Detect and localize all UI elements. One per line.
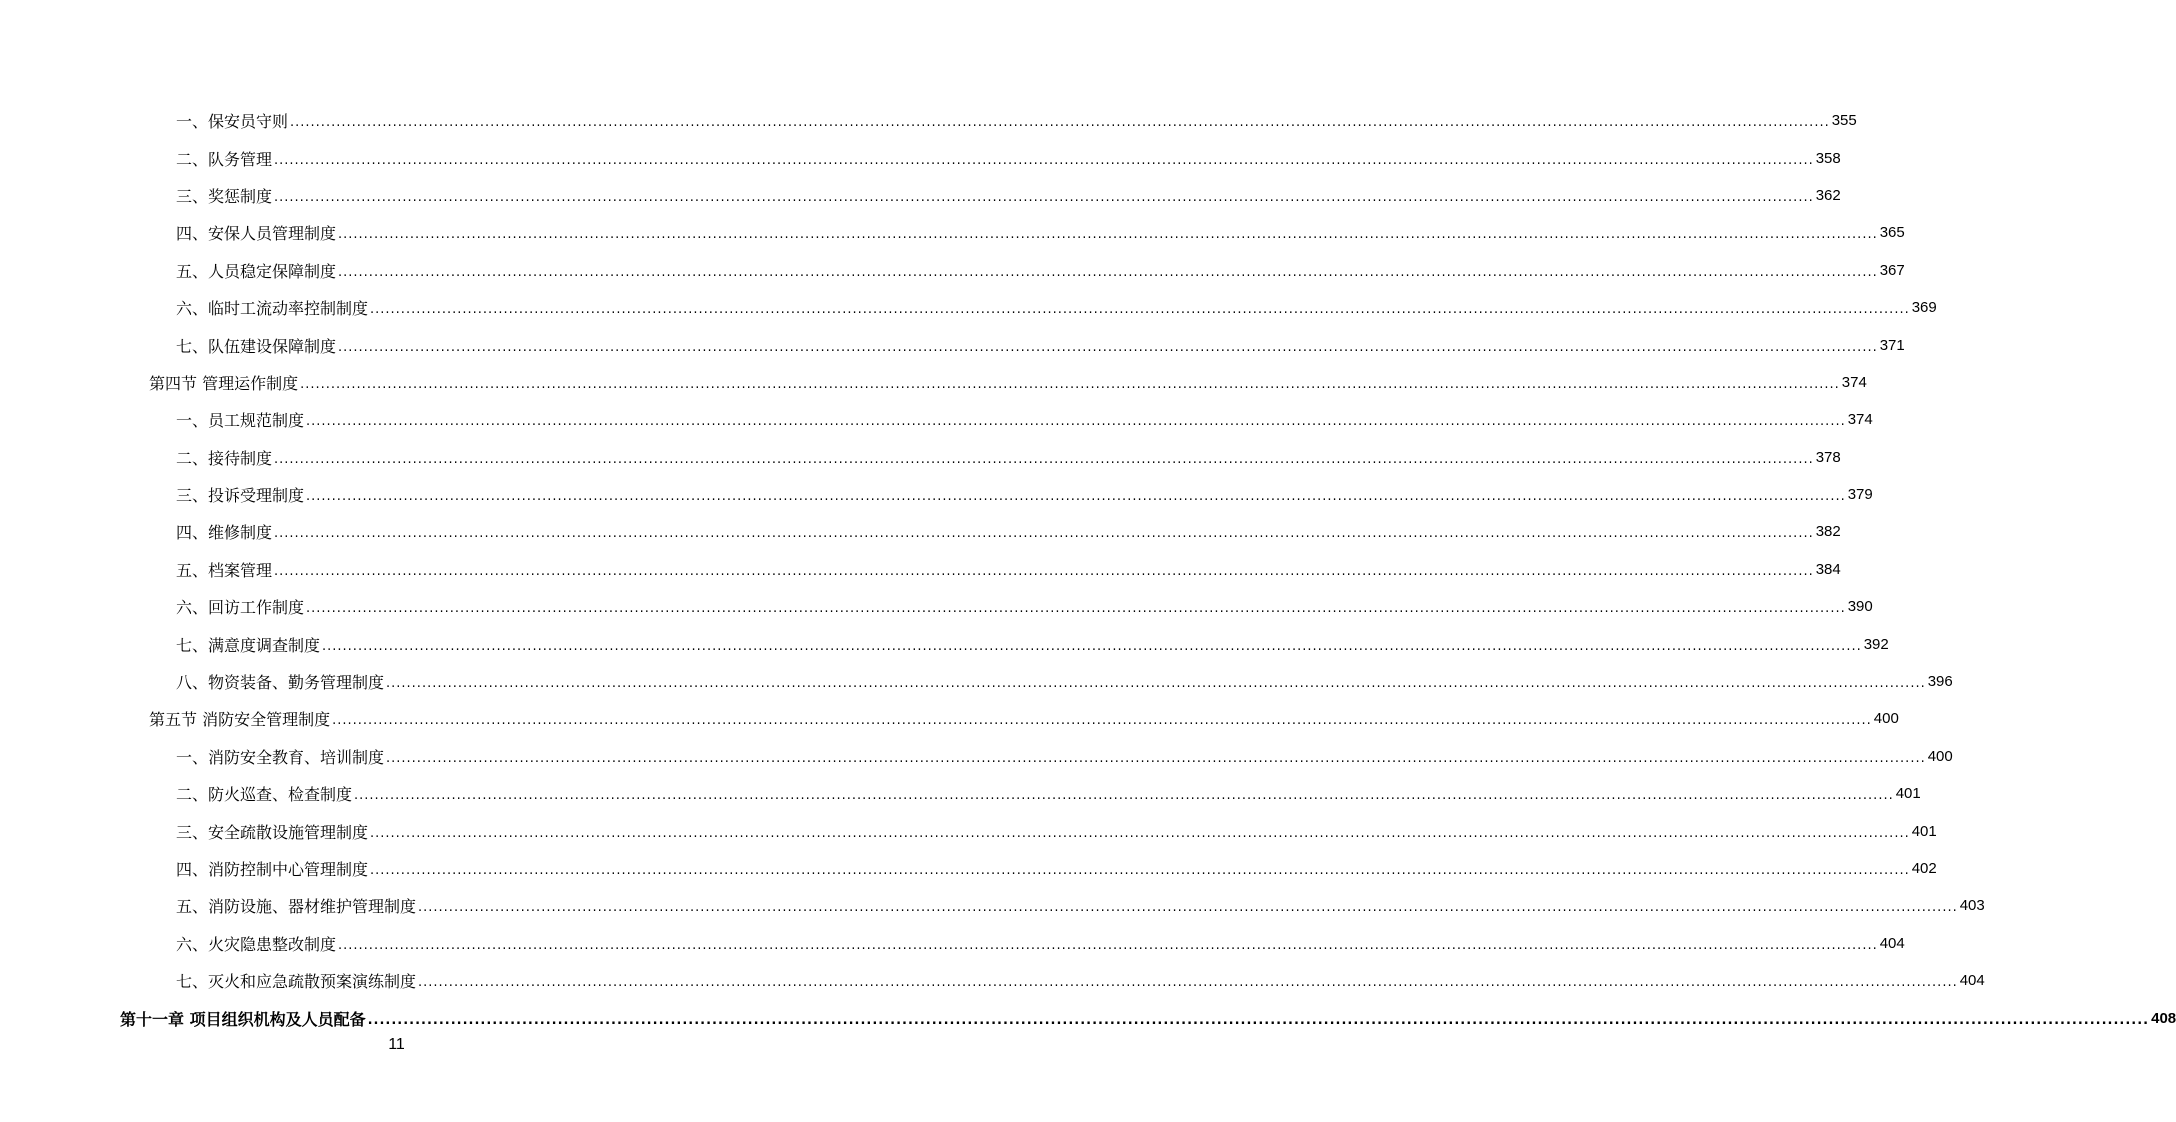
toc-entry-page: 371 xyxy=(1879,336,1905,354)
toc-entry-page: 367 xyxy=(1879,261,1905,279)
toc-entry-title: 二、防火巡查、检查制度 xyxy=(176,785,353,805)
dot-leader: ............................................................................................................................................................................................................................................................................................................ xyxy=(300,376,1840,392)
toc-entry-title: 二、接待制度 xyxy=(176,448,273,468)
toc-entry-page: 401 xyxy=(1895,785,1921,803)
toc-entry-page: 374 xyxy=(1841,373,1867,391)
toc-entry-title: 一、员工规范制度 xyxy=(176,411,305,431)
page-number: 11 xyxy=(388,1036,405,1053)
toc-entry-page: 392 xyxy=(1863,635,1889,653)
toc-item-entry[interactable] xyxy=(176,214,1905,251)
dot-leader: ............................................................................................................................................................................................................................................................................................................ xyxy=(418,975,1958,991)
dot-leader: ............................................................................................................................................................................................................................................................................................................ xyxy=(274,563,1814,579)
dot-leader: ............................................................................................................................................................................................................................................................................................................ xyxy=(290,115,1830,131)
toc-entry-title: 六、临时工流动率控制制度 xyxy=(176,299,369,319)
toc-entry-title: 一、消防安全教育、培训制度 xyxy=(176,747,385,767)
toc-entry-title: 五、消防设施、器材维护管理制度 xyxy=(176,897,417,917)
toc-item-entry[interactable] xyxy=(176,588,1873,625)
toc-entry-title: 七、满意度调查制度 xyxy=(176,635,321,655)
toc-item-entry[interactable] xyxy=(176,177,1841,214)
toc-entry-page: 401 xyxy=(1911,822,1937,840)
toc-item-entry[interactable] xyxy=(176,439,1841,476)
dot-leader: ............................................................................................................................................................................................................................................................................................................ xyxy=(306,601,1846,617)
toc-entry-page: 374 xyxy=(1847,411,1873,429)
toc-entry-page: 403 xyxy=(1959,897,1985,915)
dot-leader: ............................................................................................................................................................................................................................................................................................................ xyxy=(322,638,1862,654)
toc-entry-title: 四、消防控制中心管理制度 xyxy=(176,860,369,879)
dot-leader: ............................................................................................................................................................................................................................................................................................................ xyxy=(306,489,1846,505)
dot-leader: ............................................................................................................................................................................................................................................................................................................ xyxy=(274,526,1814,542)
toc-entry-title: 第四节 管理运作制度 xyxy=(149,373,299,393)
toc-section-entry[interactable] xyxy=(149,700,1899,737)
toc-entry-page: 362 xyxy=(1815,186,1841,204)
toc-entry-page: 378 xyxy=(1815,448,1841,466)
toc-item-entry[interactable] xyxy=(176,850,1937,887)
toc-entry-page: 396 xyxy=(1927,673,1953,691)
toc-item-entry[interactable] xyxy=(176,326,1905,363)
dot-leader: ............................................................................................................................................................................................................................................................................................................ xyxy=(306,414,1846,430)
toc-section-entry[interactable] xyxy=(149,364,1867,401)
toc-entry-page: 390 xyxy=(1847,598,1873,616)
toc-entry-title: 第十一章 项目组织机构及人员配备 xyxy=(120,1009,366,1029)
toc-item-entry[interactable] xyxy=(176,738,1953,775)
dot-leader: ............................................................................................................................................................................................................................................................................................................ xyxy=(367,1012,2150,1028)
toc-item-entry[interactable] xyxy=(176,812,1937,849)
toc-entry-title: 一、保安员守则 xyxy=(176,112,289,132)
toc-entry-title: 七、灭火和应急疏散预案演练制度 xyxy=(176,972,417,992)
toc-item-entry[interactable] xyxy=(176,513,1841,550)
toc-item-entry[interactable] xyxy=(176,925,1905,962)
toc-item-entry[interactable] xyxy=(176,551,1841,588)
toc-entry-title: 三、奖惩制度 xyxy=(176,186,273,206)
toc-entry-page: 402 xyxy=(1911,860,1937,877)
toc-item-entry[interactable] xyxy=(176,252,1905,289)
toc-entry-title: 五、人员稳定保障制度 xyxy=(176,261,337,281)
dot-leader: ............................................................................................................................................................................................................................................................................................................ xyxy=(338,339,1878,355)
toc-item-entry[interactable] xyxy=(176,401,1873,438)
toc-entry-page: 404 xyxy=(1959,972,1985,990)
toc-entry-page: 365 xyxy=(1879,224,1905,242)
toc-entry-page: 382 xyxy=(1815,523,1841,541)
toc-entry-page: 379 xyxy=(1847,486,1873,504)
dot-leader: ............................................................................................................................................................................................................................................................................................................ xyxy=(370,825,1910,841)
toc-entry-title: 四、安保人员管理制度 xyxy=(176,224,337,244)
toc-entry-page: 404 xyxy=(1879,934,1905,952)
toc-item-entry[interactable] xyxy=(176,663,1953,700)
dot-leader: ............................................................................................................................................................................................................................................................................................................ xyxy=(386,676,1926,692)
dot-leader: ............................................................................................................................................................................................................................................................................................................ xyxy=(386,750,1926,766)
toc-entry-page: 358 xyxy=(1815,149,1841,167)
toc-item-entry[interactable] xyxy=(176,139,1841,176)
dot-leader: ............................................................................................................................................................................................................................................................................................................ xyxy=(332,713,1872,729)
toc-chapter-entry[interactable] xyxy=(120,999,2176,1036)
toc-entry-title: 三、安全疏散设施管理制度 xyxy=(176,822,369,842)
dot-leader: ............................................................................................................................................................................................................................................................................................................ xyxy=(354,788,1894,804)
toc-item-entry[interactable] xyxy=(176,625,1889,662)
toc-entry-title: 五、档案管理 xyxy=(176,560,273,580)
toc-entry-title: 四、维修制度 xyxy=(176,523,273,543)
toc-item-entry[interactable] xyxy=(176,775,1921,812)
dot-leader: ............................................................................................................................................................................................................................................................................................................ xyxy=(338,264,1878,280)
toc-entry-title: 二、队务管理 xyxy=(176,149,273,169)
toc-entry-page: 355 xyxy=(1831,112,1857,130)
dot-leader: ............................................................................................................................................................................................................................................................................................................ xyxy=(338,227,1878,243)
dot-leader: ............................................................................................................................................................................................................................................................................................................ xyxy=(338,937,1878,953)
toc-entry-page: 384 xyxy=(1815,560,1841,578)
toc-entry-page: 400 xyxy=(1927,747,1953,765)
toc-item-entry[interactable] xyxy=(176,962,1985,999)
toc-item-entry[interactable] xyxy=(176,887,1985,924)
toc-entry-title: 八、物资装备、勤务管理制度 xyxy=(176,673,385,693)
toc-item-entry[interactable] xyxy=(176,102,1857,139)
toc-item-entry[interactable] xyxy=(176,289,1937,326)
toc-entry-page: 400 xyxy=(1873,710,1899,728)
dot-leader: ............................................................................................................................................................................................................................................................................................................ xyxy=(274,189,1814,205)
dot-leader: ............................................................................................................................................................................................................................................................................................................ xyxy=(418,900,1958,916)
table-of-contents xyxy=(0,102,2176,1037)
toc-entry-title: 六、回访工作制度 xyxy=(176,598,305,618)
dot-leader: ............................................................................................................................................................................................................................................................................................................ xyxy=(274,152,1814,168)
toc-entry-page: 408 xyxy=(2151,1009,2176,1027)
toc-entry-title: 第五节 消防安全管理制度 xyxy=(149,710,331,730)
toc-entry-title: 三、投诉受理制度 xyxy=(176,486,305,506)
toc-entry-page: 369 xyxy=(1911,299,1937,317)
toc-item-entry[interactable] xyxy=(176,476,1873,513)
dot-leader: ............................................................................................................................................................................................................................................................................................................ xyxy=(274,451,1814,467)
toc-entry-title: 六、火灾隐患整改制度 xyxy=(176,934,337,954)
toc-entry-title: 七、队伍建设保障制度 xyxy=(176,336,337,356)
dot-leader: ............................................................................................................................................................................................................................................................................................................ xyxy=(370,302,1910,318)
dot-leader: ............................................................................................................................................................................................................................................................................................................ xyxy=(370,863,1910,878)
